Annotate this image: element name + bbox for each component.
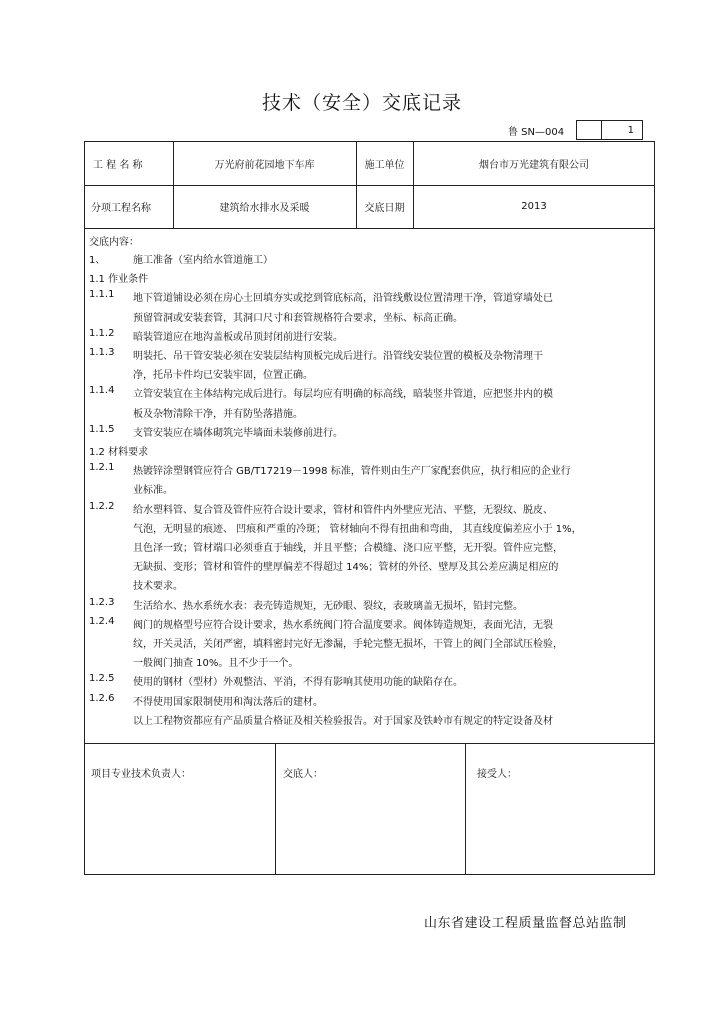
construction-unit-value: 烟台市万光建筑有限公司: [479, 160, 589, 171]
record-table: [84, 141, 655, 875]
clause-text: 明装托、吊干管安装必须在安装层结构顶板完成后进行。沿管线安装位置的模板及杂物清理干: [133, 351, 543, 362]
form-code-box-1: [576, 120, 602, 140]
clause-text: 技术要求。: [133, 581, 183, 593]
clause-text: 支管安装应在墙体砌筑完毕墙面未装修前进行。: [133, 427, 343, 439]
clause-number: 1.1.2: [89, 327, 115, 339]
clause-text: 纹，开关灵活，关闭严密，填料密封完好无渗漏，手轮完整无损坏，干管上的阀门全部试压检验，: [133, 639, 563, 650]
clause-text: 阀门的规格型号应符合设计要求，热水系统阀门符合温度要求。阀体铸造规矩，表面光洁，无裂: [133, 619, 553, 631]
clause-text: 使用的钢材（型材）外观整洁、平消，不得有影响其使用功能的缺陷存在。: [133, 677, 463, 689]
tech-lead-signature-label: 项目专业技术负责人：: [91, 769, 191, 780]
document-title: 技术（安全）交底记录: [261, 92, 462, 114]
clause-text: 气泡，无明显的痕迹、 凹痕和严重的冷斑； 管材轴向不得有扭曲和弯曲， 其直线度偏差应小于 1%，: [133, 523, 582, 535]
footer-supervisor: 山东省建设工程质量监督总站监制: [424, 916, 627, 931]
clause-number: 1.1.3: [89, 347, 115, 358]
clause-number: 1.2.3: [89, 596, 115, 608]
date-value: 2013: [521, 201, 547, 212]
form-code-label: 鲁 SN—004: [508, 126, 565, 138]
clause-text: 施工准备（室内给水管道施工）: [133, 255, 273, 266]
clause-number: 1、: [89, 255, 106, 266]
col-divider: [465, 743, 466, 875]
receiver-signature-label: 接受人：: [477, 769, 517, 780]
discloser-signature-label: 交底人：: [283, 769, 323, 780]
clause-number: 1.2.2: [89, 500, 115, 512]
clause-number: 1.1.1: [89, 289, 115, 301]
project-name-value: 万光府前花园地下车库: [214, 160, 315, 171]
col-divider: [275, 743, 276, 875]
clause-text: 立管安装宜在主体结构完成后进行。每层均应有明确的标高线，暗装竖井管道，应把竖井内的模: [133, 389, 553, 401]
sub-project-label: 分项工程名称: [91, 203, 151, 214]
clause-text: 无缺损、变形；管材和管件的壁厚偏差不得超过 14%；管材的外径、壁厚及其公差应满足相应的: [133, 562, 559, 574]
clause-number: 1.2.1: [89, 462, 115, 474]
project-name-label: 工 程 名 称: [93, 160, 143, 171]
clause-text: 暗装管道应在地沟盖板或吊顶封闭前进行安装。: [133, 331, 343, 343]
form-code: [508, 120, 576, 140]
date-label: 交底日期: [364, 203, 405, 214]
content-heading: 交底内容：: [89, 237, 139, 248]
clause-text: 以上工程物资都应有产品质量合格证及相关检验报告。对于国家及铁岭市有规定的特定设备及材: [133, 715, 553, 727]
clause-text: 一般阀门抽查 10%。且不少于一个。: [133, 658, 299, 670]
clause-number: 1.1 作业条件: [89, 274, 149, 286]
clause-text: 不得使用国家限制使用和淘汰落后的建材。: [133, 696, 323, 708]
clause-text: 生活给水、热水系统水表：表壳铸造规矩，无砂眼、裂纹，表玻璃盖无损坏，铅封完整。: [133, 600, 523, 612]
page-number: 1: [601, 120, 643, 140]
row-divider: [85, 743, 654, 744]
clause-text: 热镀锌涂塑钢管应符合 GB/T17219－1998 标准，管件则由生产厂家配套供应，执行相应的企业行: [133, 466, 571, 478]
clause-text: 且色泽一致；管材端口必须垂直于轴线，并且平整；合模缝、浇口应平整，无开裂。管件应完整，: [133, 543, 563, 554]
construction-unit-label: 施工单位: [364, 160, 405, 171]
row-divider: [85, 228, 654, 229]
clause-text: 板及杂物清除干净，并有防坠落措施。: [133, 408, 303, 420]
sub-project-value: 建筑给水排水及采暖: [219, 203, 310, 214]
clause-number: 1.1.4: [89, 385, 115, 397]
clause-number: 1.2.5: [89, 673, 115, 685]
clause-text: 给水塑料管、复合管及管件应符合设计要求，管材和管件内外壁应光洁、平整，无裂纹、脱皮、: [133, 504, 553, 516]
clause-number: 1.2.4: [89, 615, 115, 627]
clause-text: 预留管洞或安装套管，其洞口尺寸和套管规格符合要求，坐标、标高正确。: [133, 312, 463, 324]
clause-number: 1.1.5: [89, 423, 115, 435]
clause-number: 1.2 材料要求: [89, 447, 149, 458]
clause-number: 1.2.6: [89, 692, 115, 704]
clause-text: 业标准。: [133, 485, 173, 497]
clause-text: 地下管道铺设必须在房心土回填夯实或挖到管底标高，沿管线敷设位置清理干净，管道穿墙处已: [133, 293, 553, 305]
clause-text: 净，托吊卡件均已安装牢固，位置正确。: [133, 370, 313, 382]
